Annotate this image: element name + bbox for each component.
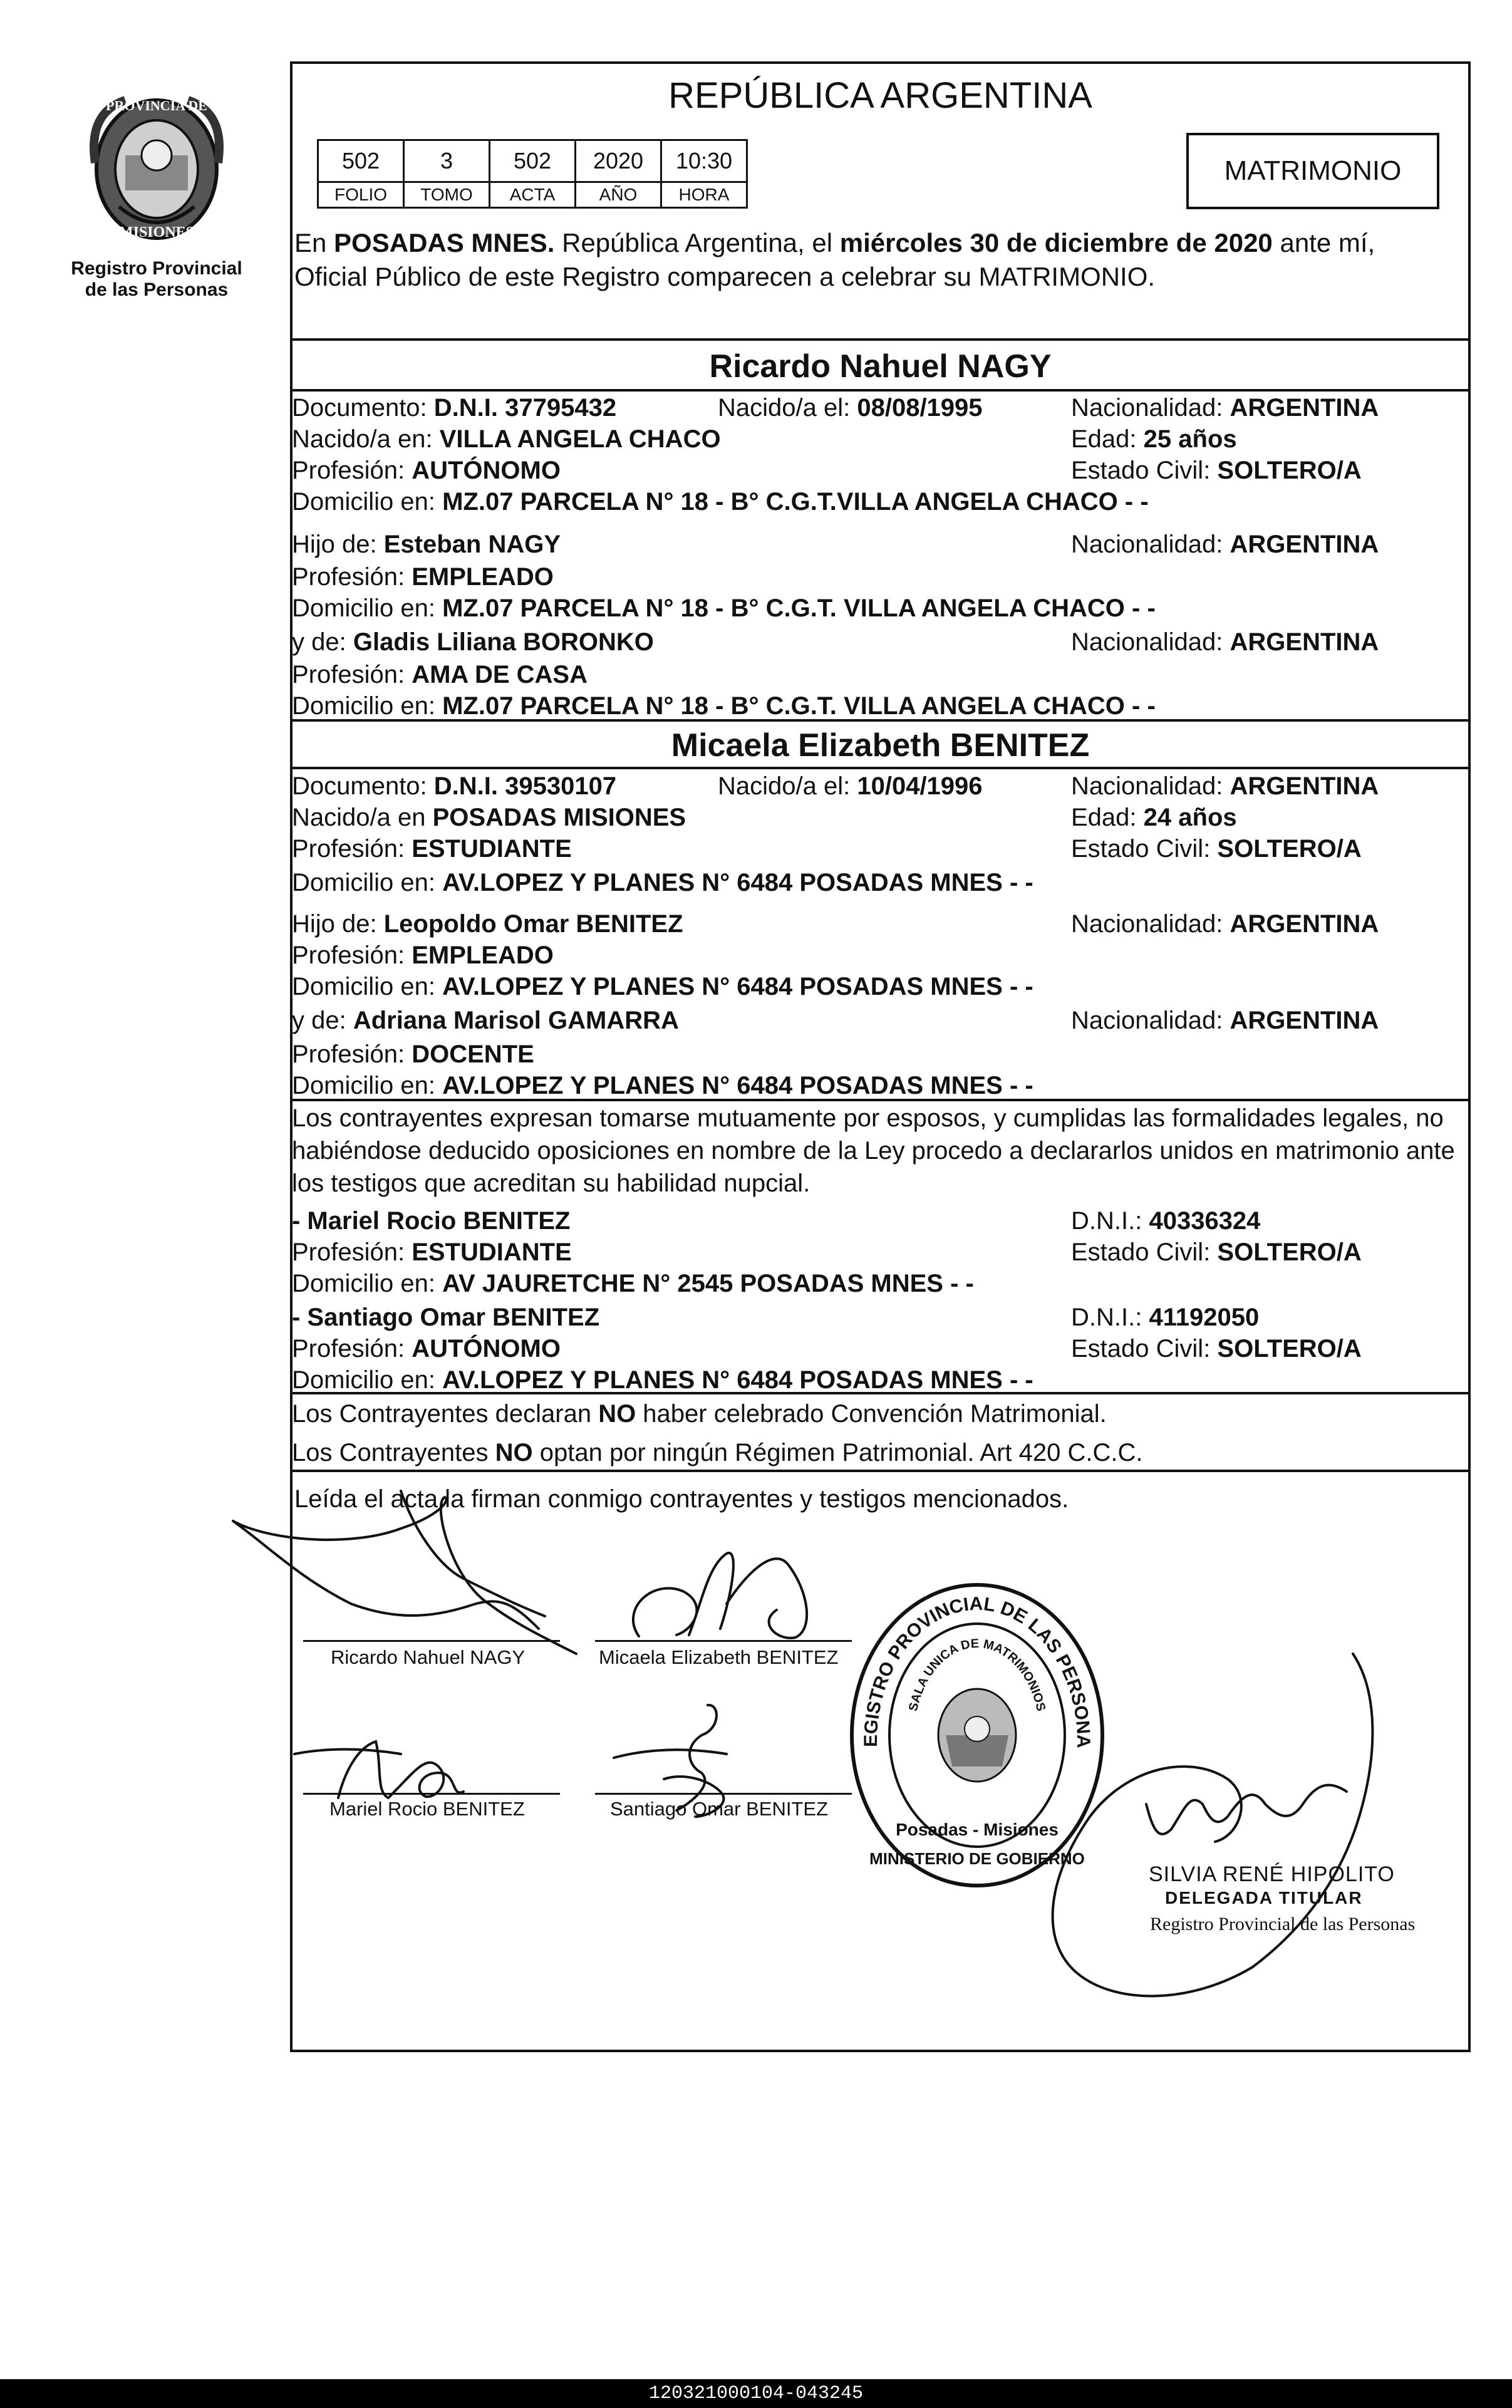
spouse2-domicilio: Domicilio en: AV.LOPEZ Y PLANES N° 6484 POSADAS MNES - - <box>292 869 1033 896</box>
witness1-domicilio: Domicilio en: AV JAURETCHE N° 2545 POSADAS MNES - - <box>292 1270 974 1297</box>
anio-value: 2020 <box>576 140 661 182</box>
witness1-profesion: Profesión: ESTUDIANTE <box>292 1238 572 1266</box>
document-type-box: MATRIMONIO <box>1186 133 1439 209</box>
spouse2-mother-domicilio: Domicilio en: AV.LOPEZ Y PLANES N° 6484 POSADAS MNES - - <box>292 1072 1033 1099</box>
svg-text:REGISTRO PROVINCIAL DE LAS PER: EGISTRO PROVINCIAL DE LAS PERSONA <box>860 1593 1094 1748</box>
signature-spouse2 <box>633 1553 807 1638</box>
spouse1-mother: y de: Gladis Liliana BORONKO <box>292 628 654 656</box>
spouse1-domicilio: Domicilio en: MZ.07 PARCELA N° 18 - B° C.G.T.VILLA ANGELA CHACO - - <box>292 488 1149 516</box>
spouse1-documento: Documento: D.N.I. 37795432 <box>292 394 617 422</box>
official-name: SILVIA RENÉ HIPOLITO <box>1149 1862 1395 1886</box>
regime-line-2: Los Contrayentes NO optan por ningún Régimen Patrimonial. Art 420 C.C.C. <box>292 1439 1143 1466</box>
spouse1-edad: Edad: 25 años <box>1071 425 1237 453</box>
logo-caption-2: de las Personas <box>85 279 229 300</box>
intro-line-1: En POSADAS MNES. República Argentina, el miércoles 30 de diciembre de 2020 ante mí, <box>294 228 1375 257</box>
intro-line-2: Oficial Público de este Registro comparecen a celebrar su MATRIMONIO. <box>294 262 1156 291</box>
witness1-dni: D.N.I.: 40336324 <box>1071 1207 1261 1235</box>
witness2-profesion: Profesión: AUTÓNOMO <box>292 1335 561 1362</box>
tomo-label: TOMO <box>404 182 490 208</box>
tomo-value: 3 <box>404 140 490 182</box>
signature-caption-spouse1: Ricardo Nahuel NAGY <box>331 1646 526 1668</box>
svg-text:MINISTERIO DE GOBIERNO: MINISTERIO DE GOBIERNO <box>869 1849 1085 1868</box>
spouse1-name: Ricardo Nahuel NAGY <box>709 348 1052 385</box>
anio-label: AÑO <box>576 182 661 208</box>
witness1-estado-civil: Estado Civil: SOLTERO/A <box>1071 1238 1362 1266</box>
official-stamp <box>839 1579 1115 1892</box>
acta-value: 502 <box>490 140 576 182</box>
official-role: DELEGADA TITULAR <box>1165 1888 1363 1907</box>
spouse2-father-nacionalidad: Nacionalidad: ARGENTINA <box>1071 910 1379 938</box>
signature-spouse1 <box>233 1491 576 1654</box>
svg-text:MISIONES: MISIONES <box>118 224 195 241</box>
spouse2-father: Hijo de: Leopoldo Omar BENITEZ <box>292 910 683 938</box>
spouse1-mother-domicilio: Domicilio en: MZ.07 PARCELA N° 18 - B° C.G.T. VILLA ANGELA CHACO - - <box>292 692 1156 720</box>
witness2-domicilio: Domicilio en: AV.LOPEZ Y PLANES N° 6484 POSADAS MNES - - <box>292 1366 1033 1394</box>
svg-text:Posadas - Misiones: Posadas - Misiones <box>896 1820 1059 1839</box>
spouse1-estado-civil: Estado Civil: SOLTERO/A <box>1071 457 1362 484</box>
official-office: Registro Provincial de las Personas <box>1150 1914 1416 1934</box>
spouse2-profesion: Profesión: ESTUDIANTE <box>292 835 572 863</box>
spouse2-mother-profesion: Profesión: DOCENTE <box>292 1041 534 1068</box>
signature-witness2 <box>614 1705 727 1817</box>
logo-caption-1: Registro Provincial <box>71 258 242 279</box>
folio-label: FOLIO <box>318 182 404 208</box>
spouse2-nacido-en: Nacido/a en POSADAS MISIONES <box>292 804 686 831</box>
svg-text:PROVINCIA DE: PROVINCIA DE <box>106 98 207 113</box>
spouse2-nacido-el: Nacido/a el: 10/04/1996 <box>718 772 983 800</box>
spouse1-profesion: Profesión: AUTÓNOMO <box>292 457 561 484</box>
spouse1-father-nacionalidad: Nacionalidad: ARGENTINA <box>1071 531 1379 558</box>
hora-label: HORA <box>661 182 747 208</box>
signature-caption-witness1: Mariel Rocio BENITEZ <box>329 1798 525 1820</box>
spouse2-mother-nacionalidad: Nacionalidad: ARGENTINA <box>1071 1007 1379 1034</box>
spouse2-documento: Documento: D.N.I. 39530107 <box>292 772 617 800</box>
footer-code: 120321000104-043245 <box>0 2379 1512 2408</box>
spouse2-estado-civil: Estado Civil: SOLTERO/A <box>1071 835 1362 863</box>
spouse1-father-profesion: Profesión: EMPLEADO <box>292 563 554 591</box>
hora-value: 10:30 <box>661 140 747 182</box>
spouse1-father: Hijo de: Esteban NAGY <box>292 531 561 558</box>
witness2-name: - Santiago Omar BENITEZ <box>292 1304 600 1331</box>
document-title: REPÚBLICA ARGENTINA <box>668 75 1092 116</box>
spouse1-nacionalidad: Nacionalidad: ARGENTINA <box>1071 394 1379 422</box>
regime-line-1: Los Contrayentes declaran NO haber celebrado Convención Matrimonial. <box>292 1400 1107 1428</box>
spouse2-name: Micaela Elizabeth BENITEZ <box>671 727 1090 764</box>
witness2-estado-civil: Estado Civil: SOLTERO/A <box>1071 1335 1362 1362</box>
witness1-name: - Mariel Rocio BENITEZ <box>292 1207 571 1235</box>
signature-witness1 <box>294 1741 463 1798</box>
spouse1-father-domicilio: Domicilio en: MZ.07 PARCELA N° 18 - B° C.G.T. VILLA ANGELA CHACO - - <box>292 594 1156 622</box>
spouse1-mother-nacionalidad: Nacionalidad: ARGENTINA <box>1071 628 1379 656</box>
closing-text: Leída el acta la firman conmigo contrayentes y testigos mencionados. <box>294 1485 1069 1513</box>
declaration-line-1: Los contrayentes expresan tomarse mutuamente por esposos, y cumplidas las formalidades legales, no <box>292 1104 1444 1132</box>
acta-label: ACTA <box>490 182 576 208</box>
witness2-dni: D.N.I.: 41192050 <box>1071 1304 1260 1331</box>
folio-value: 502 <box>318 140 404 182</box>
spouse2-nacionalidad: Nacionalidad: ARGENTINA <box>1071 772 1379 800</box>
svg-text:SALA UNICA DE MATRIMONIOS: SALA UNICA DE MATRIMONIOS <box>906 1636 1049 1713</box>
spouse2-father-profesion: Profesión: EMPLEADO <box>292 942 554 969</box>
signature-caption-spouse2: Micaela Elizabeth BENITEZ <box>599 1646 839 1668</box>
declaration-line-3: los testigos que acreditan su habilidad nupcial. <box>292 1170 810 1197</box>
spouse1-mother-profesion: Profesión: AMA DE CASA <box>292 661 588 688</box>
spouse2-father-domicilio: Domicilio en: AV.LOPEZ Y PLANES N° 6484 POSADAS MNES - - <box>292 973 1033 1000</box>
declaration-line-2: habiéndose deducido oposiciones en nombre de la Ley procedo a declararlos unidos en matrimonio ante <box>292 1137 1455 1165</box>
spouse2-edad: Edad: 24 años <box>1071 804 1237 831</box>
spouse1-nacido-el: Nacido/a el: 08/08/1995 <box>718 394 983 422</box>
signature-caption-witness2: Santiago Omar BENITEZ <box>610 1798 829 1820</box>
spouse1-nacido-en: Nacido/a en: VILLA ANGELA CHACO <box>292 425 721 453</box>
spouse2-mother: y de: Adriana Marisol GAMARRA <box>292 1007 679 1034</box>
